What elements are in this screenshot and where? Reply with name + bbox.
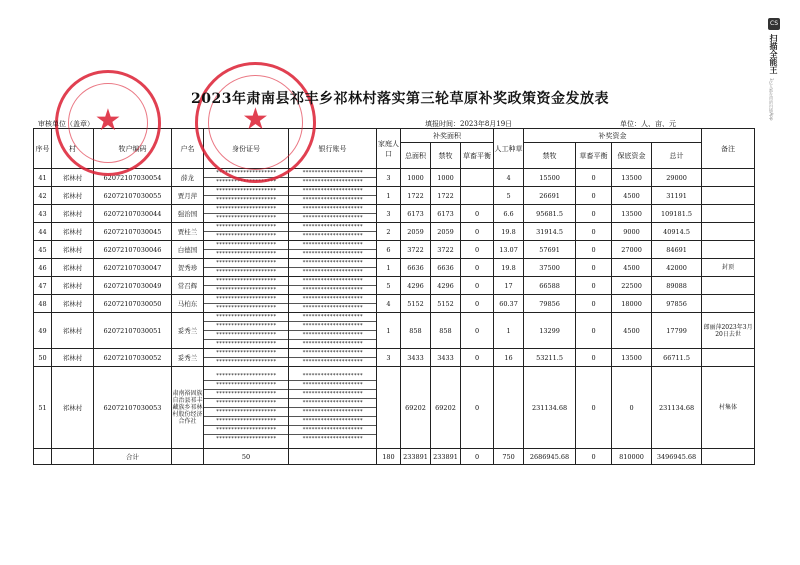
masked-number: ******************** xyxy=(204,426,288,435)
cell-area-balance: 0 xyxy=(461,295,494,313)
cell-bank-no xyxy=(289,313,377,349)
cell-fund-ban: 31914.5 xyxy=(524,223,576,241)
cell-area-total: 3433 xyxy=(401,349,431,367)
cell-name: 肃南裕固族自治县祁丰藏族乡祁林村股份经济合作社 xyxy=(172,367,204,449)
table-row xyxy=(34,187,755,205)
cell-family: 4 xyxy=(377,295,401,313)
masked-number: ******************** xyxy=(204,205,288,214)
cell-household-no: 62072107030051 xyxy=(94,313,172,349)
cell-family: 3 xyxy=(377,205,401,223)
cell-family: 6 xyxy=(377,241,401,259)
cell-remark xyxy=(702,205,755,223)
cell-seq: 45 xyxy=(34,241,52,259)
subsidy-table xyxy=(33,128,755,465)
cell-id-no xyxy=(204,295,289,313)
cell-remark xyxy=(702,223,755,241)
cell-artificial: 13.07 xyxy=(494,241,524,259)
masked-number: ******************** xyxy=(302,215,363,221)
cell-id-no xyxy=(204,205,289,223)
cell-bank-no xyxy=(289,367,377,449)
official-seal-stamp: ★ xyxy=(55,70,161,176)
cell-blank xyxy=(702,449,755,465)
cell-household-no: 62072107030053 xyxy=(94,367,172,449)
cell-blank xyxy=(52,449,94,465)
header-fund-total: 总计 xyxy=(652,143,702,169)
cell-village: 祁林村 xyxy=(52,277,94,295)
cell-name: 妥秀兰 xyxy=(172,313,204,349)
cell-artificial: 17 xyxy=(494,277,524,295)
cell-area-total: 3722 xyxy=(401,241,431,259)
total-fund-total: 3496945.68 xyxy=(652,449,702,465)
cell-area-ban: 69202 xyxy=(431,367,461,449)
cell-household-no: 62072107030046 xyxy=(94,241,172,259)
cell-id-no xyxy=(204,313,289,349)
cell-name: 贾月萍 xyxy=(172,187,204,205)
masked-number: ******************** xyxy=(215,251,277,257)
table-row xyxy=(34,223,755,241)
cell-seq: 47 xyxy=(34,277,52,295)
cell-area-balance xyxy=(461,187,494,205)
cell-fund-total: 66711.5 xyxy=(652,349,702,367)
masked-number: ******************** xyxy=(302,197,363,203)
header-fund-balance: 草畜平衡 xyxy=(576,143,612,169)
masked-number: ******************** xyxy=(289,313,376,322)
total-family: 180 xyxy=(377,449,401,465)
cell-fund-ban: 66588 xyxy=(524,277,576,295)
cell-fund-balance: 0 xyxy=(576,241,612,259)
cell-fund-ban: 57691 xyxy=(524,241,576,259)
header-bank-no: 银行账号 xyxy=(289,129,377,169)
cell-family xyxy=(377,367,401,449)
cell-family: 1 xyxy=(377,187,401,205)
cell-bank-no xyxy=(289,169,377,187)
cell-area-ban: 2059 xyxy=(431,223,461,241)
header-name: 户名 xyxy=(172,129,204,169)
masked-number: ******************** xyxy=(204,223,288,232)
masked-number: ******************** xyxy=(289,390,376,399)
masked-number: ******************** xyxy=(289,399,376,408)
masked-number: ******************** xyxy=(289,349,376,358)
masked-number: ******************** xyxy=(204,259,288,268)
total-count: 50 xyxy=(204,449,289,465)
masked-number: ******************** xyxy=(289,408,376,417)
cell-village: 祁林村 xyxy=(52,349,94,367)
cell-fund-balance: 0 xyxy=(576,349,612,367)
cell-area-balance: 0 xyxy=(461,259,494,277)
masked-number: ******************** xyxy=(289,205,376,214)
cell-fund-total: 31191 xyxy=(652,187,702,205)
header-seq: 序号 xyxy=(34,129,52,169)
cell-seq: 48 xyxy=(34,295,52,313)
cell-household-no: 62072107030049 xyxy=(94,277,172,295)
cell-fund-balance: 0 xyxy=(576,277,612,295)
table-row xyxy=(34,169,755,187)
cell-fund-protect: 18000 xyxy=(612,295,652,313)
masked-number: ******************** xyxy=(204,331,288,340)
masked-number: ******************** xyxy=(289,372,376,381)
cell-seq: 50 xyxy=(34,349,52,367)
cell-seq: 49 xyxy=(34,313,52,349)
cell-name: 薛龙 xyxy=(172,169,204,187)
cell-fund-protect: 4500 xyxy=(612,259,652,277)
cell-bank-no xyxy=(289,205,377,223)
cell-seq: 42 xyxy=(34,187,52,205)
cell-fund-total: 84691 xyxy=(652,241,702,259)
cell-id-no xyxy=(204,367,289,449)
total-artificial: 750 xyxy=(494,449,524,465)
cell-name: 贺秀珍 xyxy=(172,259,204,277)
masked-number: ******************** xyxy=(289,381,376,390)
cell-bank-no xyxy=(289,187,377,205)
cell-seq: 46 xyxy=(34,259,52,277)
cell-area-ban: 6636 xyxy=(431,259,461,277)
cell-fund-balance: 0 xyxy=(576,205,612,223)
scanner-slogan: 3亿人都在用的扫描App xyxy=(769,78,774,121)
masked-number: ******************** xyxy=(204,295,288,304)
masked-number: ******************** xyxy=(302,305,363,311)
masked-number: ******************** xyxy=(215,233,277,239)
cell-bank-no xyxy=(289,241,377,259)
total-area-balance: 0 xyxy=(461,449,494,465)
cell-fund-protect: 13500 xyxy=(612,205,652,223)
table-row xyxy=(34,313,755,349)
masked-number: ******************** xyxy=(302,436,363,442)
masked-number: ******************** xyxy=(204,408,288,417)
cell-bank-no xyxy=(289,259,377,277)
cell-fund-protect: 4500 xyxy=(612,313,652,349)
cell-area-total: 1722 xyxy=(401,187,431,205)
masked-number: ******************** xyxy=(289,169,376,178)
total-fund-ban: 2686945.68 xyxy=(524,449,576,465)
masked-number: ******************** xyxy=(204,187,288,196)
table-row xyxy=(34,259,755,277)
cell-fund-protect: 13500 xyxy=(612,169,652,187)
cell-village: 祁林村 xyxy=(52,187,94,205)
masked-number: ******************** xyxy=(289,277,376,286)
cell-village: 祁林村 xyxy=(52,259,94,277)
total-area-ban: 233891 xyxy=(431,449,461,465)
cell-area-ban: 858 xyxy=(431,313,461,349)
cell-artificial: 6.6 xyxy=(494,205,524,223)
cell-bank-no xyxy=(289,295,377,313)
cell-fund-ban: 79856 xyxy=(524,295,576,313)
cell-fund-protect: 9000 xyxy=(612,223,652,241)
masked-number: ******************** xyxy=(215,287,277,293)
cell-area-total: 69202 xyxy=(401,367,431,449)
cell-fund-total: 29000 xyxy=(652,169,702,187)
cell-fund-balance: 0 xyxy=(576,313,612,349)
masked-number: ******************** xyxy=(215,436,277,442)
cell-area-ban: 3433 xyxy=(431,349,461,367)
masked-number: ******************** xyxy=(289,187,376,196)
cell-village: 祁林村 xyxy=(52,223,94,241)
masked-number: ******************** xyxy=(289,241,376,250)
cell-seq: 51 xyxy=(34,367,52,449)
cell-id-no xyxy=(204,259,289,277)
cell-artificial: 1 xyxy=(494,313,524,349)
header-id-no: 身份证号 xyxy=(204,129,289,169)
table-row xyxy=(34,277,755,295)
cell-fund-ban: 26691 xyxy=(524,187,576,205)
table-row xyxy=(34,241,755,259)
cell-name: 强治国 xyxy=(172,205,204,223)
masked-number: ******************** xyxy=(204,390,288,399)
cell-village: 祁林村 xyxy=(52,367,94,449)
header-fund-group: 补奖资金 xyxy=(524,129,702,143)
masked-number: ******************** xyxy=(302,287,363,293)
cell-area-total: 2059 xyxy=(401,223,431,241)
masked-number: ******************** xyxy=(215,305,277,311)
cell-seq: 44 xyxy=(34,223,52,241)
cell-area-total: 5152 xyxy=(401,295,431,313)
cell-fund-total: 231134.68 xyxy=(652,367,702,449)
table-row xyxy=(34,367,755,449)
total-fund-protect: 810000 xyxy=(612,449,652,465)
cell-village: 祁林村 xyxy=(52,205,94,223)
cell-id-no xyxy=(204,349,289,367)
cell-blank xyxy=(172,449,204,465)
cell-name: 马柏东 xyxy=(172,295,204,313)
cell-blank xyxy=(34,449,52,465)
masked-number: ******************** xyxy=(289,331,376,340)
cell-area-ban: 1722 xyxy=(431,187,461,205)
cell-id-no xyxy=(204,223,289,241)
header-artificial: 人工种草 xyxy=(494,129,524,169)
cell-fund-ban: 15500 xyxy=(524,169,576,187)
cell-village: 祁林村 xyxy=(52,313,94,349)
masked-number: ******************** xyxy=(302,179,363,185)
cell-remark xyxy=(702,295,755,313)
cell-blank xyxy=(289,449,377,465)
cell-fund-protect: 4500 xyxy=(612,187,652,205)
cell-fund-balance: 0 xyxy=(576,295,612,313)
cell-fund-balance: 0 xyxy=(576,259,612,277)
cell-name: 白德国 xyxy=(172,241,204,259)
cell-area-balance: 0 xyxy=(461,349,494,367)
cell-area-ban: 6173 xyxy=(431,205,461,223)
cell-fund-balance: 0 xyxy=(576,187,612,205)
cell-id-no xyxy=(204,241,289,259)
masked-number: ******************** xyxy=(302,341,363,347)
cell-remark: 村集体 xyxy=(702,367,755,449)
header-fund-protect: 保底资金 xyxy=(612,143,652,169)
cell-remark xyxy=(702,187,755,205)
cell-area-balance: 0 xyxy=(461,205,494,223)
cell-fund-ban: 231134.68 xyxy=(524,367,576,449)
unit-label: 单位：人、亩、元 xyxy=(620,120,676,128)
header-village: 村 xyxy=(52,129,94,169)
scanner-brand-name: 扫描全能王 xyxy=(769,34,778,74)
cell-name: 妥秀兰 xyxy=(172,349,204,367)
masked-number: ******************** xyxy=(204,241,288,250)
masked-number: ******************** xyxy=(215,197,277,203)
cell-household-no: 62072107030044 xyxy=(94,205,172,223)
cell-fund-balance: 0 xyxy=(576,223,612,241)
cell-id-no xyxy=(204,277,289,295)
cell-id-no xyxy=(204,187,289,205)
cell-area-total: 6636 xyxy=(401,259,431,277)
masked-number: ******************** xyxy=(215,269,277,275)
cell-family: 1 xyxy=(377,313,401,349)
masked-number: ******************** xyxy=(215,341,277,347)
cell-family: 5 xyxy=(377,277,401,295)
cell-artificial: 19.8 xyxy=(494,223,524,241)
cell-artificial xyxy=(494,367,524,449)
masked-number: ******************** xyxy=(204,349,288,358)
cell-fund-ban: 95681.5 xyxy=(524,205,576,223)
masked-number: ******************** xyxy=(204,322,288,331)
header-household-no: 牧户编码 xyxy=(94,129,172,169)
cell-area-balance: 0 xyxy=(461,367,494,449)
cell-fund-total: 17799 xyxy=(652,313,702,349)
total-label: 合计 xyxy=(94,449,172,465)
cell-fund-total: 42000 xyxy=(652,259,702,277)
masked-number: ******************** xyxy=(302,269,363,275)
cell-area-balance: 0 xyxy=(461,241,494,259)
fill-time: 填报时间：2023年8月19日 xyxy=(425,120,513,128)
total-area-total: 233891 xyxy=(401,449,431,465)
cell-fund-ban: 37500 xyxy=(524,259,576,277)
cell-area-total: 858 xyxy=(401,313,431,349)
cell-remark: 郎丽萍2023年3月20日去世 xyxy=(702,313,755,349)
cell-name: 常召辉 xyxy=(172,277,204,295)
masked-number: ******************** xyxy=(215,215,277,221)
cell-household-no: 62072107030050 xyxy=(94,295,172,313)
header-fund-ban: 禁牧 xyxy=(524,143,576,169)
cell-area-balance xyxy=(461,169,494,187)
masked-number: ******************** xyxy=(204,372,288,381)
cell-area-ban: 3722 xyxy=(431,241,461,259)
cell-fund-total: 109181.5 xyxy=(652,205,702,223)
cell-bank-no xyxy=(289,223,377,241)
cell-artificial: 19.8 xyxy=(494,259,524,277)
masked-number: ******************** xyxy=(204,313,288,322)
cell-area-ban: 4296 xyxy=(431,277,461,295)
cell-household-no: 62072107030047 xyxy=(94,259,172,277)
cell-remark xyxy=(702,169,755,187)
cell-artificial: 16 xyxy=(494,349,524,367)
scanner-brand xyxy=(768,18,782,120)
cell-family: 3 xyxy=(377,169,401,187)
cell-id-no xyxy=(204,169,289,187)
cell-area-total: 1000 xyxy=(401,169,431,187)
cell-fund-balance: 0 xyxy=(576,367,612,449)
masked-number: ******************** xyxy=(302,359,363,365)
cell-household-no: 62072107030052 xyxy=(94,349,172,367)
masked-number: ******************** xyxy=(204,381,288,390)
cell-area-ban: 1000 xyxy=(431,169,461,187)
cell-village: 祁林村 xyxy=(52,295,94,313)
cell-seq: 41 xyxy=(34,169,52,187)
cell-fund-protect: 0 xyxy=(612,367,652,449)
cell-seq: 43 xyxy=(34,205,52,223)
cell-family: 2 xyxy=(377,223,401,241)
cell-village: 祁林村 xyxy=(52,241,94,259)
cell-bank-no xyxy=(289,349,377,367)
cell-remark xyxy=(702,241,755,259)
total-fund-balance: 0 xyxy=(576,449,612,465)
cell-fund-ban: 53211.5 xyxy=(524,349,576,367)
header-area-ban: 禁牧 xyxy=(431,143,461,169)
cell-artificial: 4 xyxy=(494,169,524,187)
scanner-logo-icon: CS xyxy=(768,18,780,30)
cell-fund-total: 97856 xyxy=(652,295,702,313)
cell-area-total: 6173 xyxy=(401,205,431,223)
header-area-group: 补奖面积 xyxy=(401,129,494,143)
masked-number: ******************** xyxy=(204,399,288,408)
masked-number: ******************** xyxy=(289,426,376,435)
cell-area-balance: 0 xyxy=(461,277,494,295)
cell-bank-no xyxy=(289,277,377,295)
table-row xyxy=(34,295,755,313)
cell-fund-ban: 13299 xyxy=(524,313,576,349)
masked-number: ******************** xyxy=(289,259,376,268)
table-body xyxy=(34,169,755,465)
cell-area-balance: 0 xyxy=(461,313,494,349)
cell-area-total: 4296 xyxy=(401,277,431,295)
cell-fund-protect: 27000 xyxy=(612,241,652,259)
cell-village: 祁林村 xyxy=(52,169,94,187)
masked-number: ******************** xyxy=(289,223,376,232)
masked-number: ******************** xyxy=(289,417,376,426)
masked-number: ******************** xyxy=(215,179,277,185)
audit-unit-label: 审核单位（盖章） xyxy=(38,120,94,128)
cell-area-ban: 5152 xyxy=(431,295,461,313)
masked-number: ******************** xyxy=(302,233,363,239)
official-seal-stamp: ★ xyxy=(195,62,316,183)
total-row xyxy=(34,449,755,465)
header-remark: 备注 xyxy=(702,129,755,169)
masked-number: ******************** xyxy=(204,169,288,178)
cell-fund-total: 40914.5 xyxy=(652,223,702,241)
cell-family: 1 xyxy=(377,259,401,277)
masked-number: ******************** xyxy=(302,251,363,257)
header-area-balance: 草畜平衡 xyxy=(461,143,494,169)
cell-remark: 封顶 xyxy=(702,259,755,277)
cell-artificial: 5 xyxy=(494,187,524,205)
cell-family: 3 xyxy=(377,349,401,367)
cell-fund-protect: 22500 xyxy=(612,277,652,295)
cell-remark xyxy=(702,277,755,295)
masked-number: ******************** xyxy=(204,417,288,426)
table-row xyxy=(34,349,755,367)
cell-household-no: 62072107030054 xyxy=(94,169,172,187)
header-family: 家庭人口 xyxy=(377,129,401,169)
cell-artificial: 60.37 xyxy=(494,295,524,313)
cell-area-balance: 0 xyxy=(461,223,494,241)
cell-fund-protect: 13500 xyxy=(612,349,652,367)
cell-household-no: 62072107030055 xyxy=(94,187,172,205)
table-row xyxy=(34,205,755,223)
cell-fund-balance: 0 xyxy=(576,169,612,187)
masked-number: ******************** xyxy=(204,277,288,286)
document-title: 2023年肃南县祁丰乡祁林村落实第三轮草原补奖政策资金发放表 xyxy=(191,91,609,107)
cell-name: 贾桂兰 xyxy=(172,223,204,241)
masked-number: ******************** xyxy=(215,359,277,365)
masked-number: ******************** xyxy=(289,295,376,304)
cell-remark xyxy=(702,349,755,367)
header-area-total: 总面积 xyxy=(401,143,431,169)
masked-number: ******************** xyxy=(289,322,376,331)
cell-household-no: 62072107030045 xyxy=(94,223,172,241)
cell-fund-total: 89088 xyxy=(652,277,702,295)
